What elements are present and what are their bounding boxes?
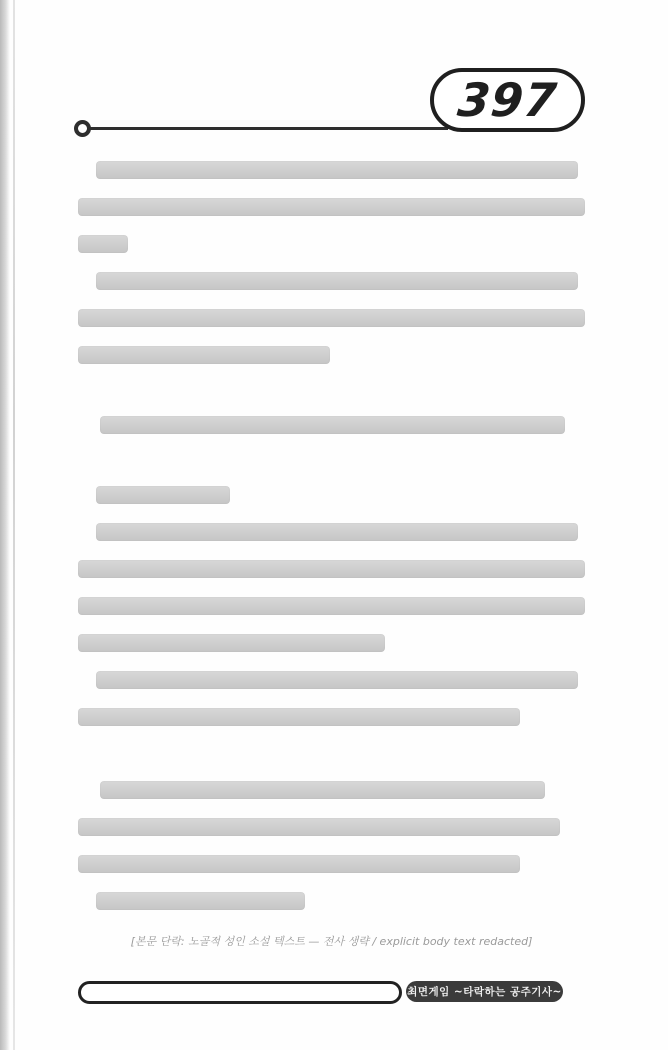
page-edge-shadow [0, 0, 10, 1050]
header-rule-circle-icon [74, 120, 91, 137]
redacted-text-line-paragraph [78, 235, 128, 253]
redacted-text-line-paragraph [78, 198, 585, 216]
redacted-text-line-dialogue [78, 855, 520, 873]
redacted-text-line-paragraph [78, 634, 385, 652]
header-rule-line [90, 127, 448, 130]
page-number: 397 [455, 73, 560, 127]
redacted-text-line-paragraph [96, 161, 578, 179]
redacted-text-line-sound-effect [96, 486, 230, 504]
redacted-text-line-paragraph [96, 523, 578, 541]
redacted-text-line-dialogue [78, 818, 560, 836]
redacted-text-line-paragraph [78, 708, 520, 726]
footer-blank-bar [78, 981, 402, 1004]
page-number-badge [430, 68, 585, 132]
redacted-text-line-paragraph [78, 597, 585, 615]
redacted-text-line-paragraph [96, 272, 578, 290]
redacted-text-line-paragraph [78, 309, 585, 327]
series-title: 최면게임 ~타락하는 공주기사~ [407, 986, 562, 998]
redacted-text-line-centered-exclamation [100, 416, 565, 434]
redacted-text-line-paragraph [78, 346, 330, 364]
redacted-text-line-dialogue [96, 892, 305, 910]
redaction-notice: [본문 단락: 노골적 성인 소설 텍스트 — 전사 생략 / explicit body text redacted] [130, 935, 533, 948]
redacted-text-line-dialogue [100, 781, 545, 799]
page-edge-line [13, 0, 15, 1050]
redacted-text-line-paragraph [78, 560, 585, 578]
series-title-badge [406, 981, 563, 1002]
redacted-text-line-paragraph [96, 671, 578, 689]
